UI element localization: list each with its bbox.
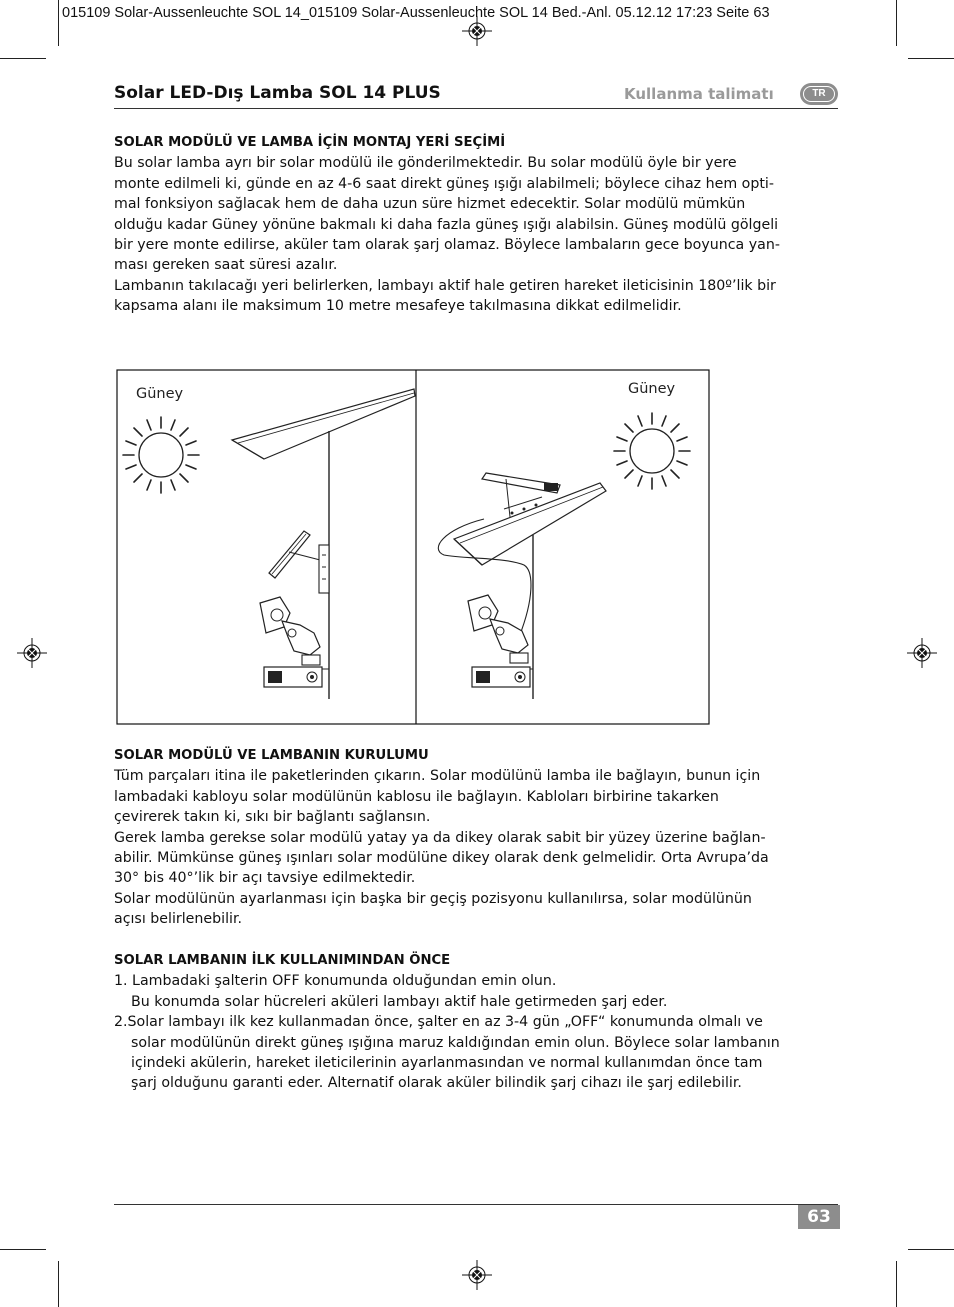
list-item-continuation: şarj olduğunu garanti eder. Alternatif olarak aküler bilindik şarj cihazı ile şarj edilebilir. — [131, 1075, 742, 1092]
page-number: 63 — [798, 1205, 840, 1229]
list-item-continuation: içindeki akülerin, hareket ileticilerinin ayarlanmasından ve normal kullanımdan önce tam — [131, 1055, 763, 1072]
list-item: 1. Lambadaki şalterin OFF konumunda olduğundan emin olun. — [114, 973, 557, 990]
text-line: Lambanın takılacağı yeri belirlerken, lambayı aktif hale getiren hareket ileticisinin 180º’lik bir — [114, 277, 776, 294]
language-badge — [800, 83, 838, 105]
registration-mark-icon — [907, 638, 937, 668]
section-mounting-location — [114, 133, 844, 317]
list-item-continuation: Bu konumda solar hücreleri aküleri lambayı aktif hale getirmeden şarj eder. — [131, 993, 668, 1010]
section-heading: SOLAR MODÜLÜ VE LAMBA İÇİN MONTAJ YERİ SEÇİMİ — [114, 135, 506, 150]
south-label-right: Güney — [628, 381, 676, 397]
sun-icon — [614, 413, 690, 489]
section-heading: SOLAR LAMBANIN İLK KULLANIMINDAN ÖNCE — [114, 953, 451, 968]
mounting-illustration — [114, 369, 710, 725]
crop-mark — [0, 58, 46, 59]
footer-divider — [114, 1204, 838, 1205]
lamp-icon — [260, 597, 329, 687]
text-line: kapsama alanı ile maksimum 10 metre mesafeye takılmasına dikkat edilmelidir. — [114, 298, 682, 315]
crop-mark — [896, 0, 897, 46]
text-line: ması gereken saat süresi azalır. — [114, 257, 338, 274]
text-line: 30° bis 40°’lik bir açı tavsiye edilmektedir. — [114, 870, 416, 887]
language-code: TR — [803, 86, 835, 102]
registration-mark-icon — [462, 16, 492, 46]
crop-mark — [58, 1261, 59, 1307]
text-line: Solar modülünün ayarlanması için başka bir geçiş pozisyonu kullanılırsa, solar modülünün — [114, 890, 752, 907]
text-line: açısı belirlenebilir. — [114, 911, 242, 928]
text-line: lambadaki kabloyu solar modülünün kablosu ile bağlayın. Kabloları birbirine takarken — [114, 788, 719, 805]
crop-mark — [58, 0, 59, 46]
solar-panel-icon — [269, 531, 329, 593]
text-line: olduğu kadar Güney yönüne bakmalı ki daha fazla güneş ışığı alabilsin. Güneş modülü gölgeli — [114, 216, 779, 233]
lamp-icon — [468, 595, 533, 687]
sun-icon — [123, 417, 199, 493]
text-line: Tüm parçaları itina ile paketlerinden çıkarın. Solar modülünü lamba ile bağlayın, bunun için — [114, 768, 761, 785]
crop-mark — [908, 58, 954, 59]
south-label-left: Güney — [136, 386, 184, 402]
section-installation — [114, 746, 844, 930]
text-line: Gerek lamba gerekse solar modülü yatay ya da dikey olarak sabit bir yüzey üzerine bağlan- — [114, 829, 766, 846]
print-job-header: 015109 Solar-Aussenleuchte SOL 14_015109 Solar-Aussenleuchte SOL 14 Bed.-Anl. 05.12.12 17:23 Seite 63 — [62, 5, 770, 21]
section-first-use — [114, 951, 844, 1094]
crop-mark — [0, 1249, 46, 1250]
text-line: çevirerek takın ki, sıkı bir bağlantı sağlansın. — [114, 809, 431, 826]
document-title: Solar LED-Dış Lamba SOL 14 PLUS — [114, 83, 441, 103]
registration-mark-icon — [17, 638, 47, 668]
list-item: 2.Solar lambayı ilk kez kullanmadan önce, şalter en az 3-4 gün „OFF“ konumunda olmalı ve — [114, 1014, 763, 1031]
section-heading: SOLAR MODÜLÜ VE LAMBANIN KURULUMU — [114, 748, 429, 763]
registration-mark-icon — [462, 1260, 492, 1290]
list-item-continuation: solar modülünün direkt güneş ışığına maruz kaldığından emin olun. Böylece solar lambanın — [131, 1034, 780, 1051]
crop-mark — [908, 1249, 954, 1250]
text-line: Bu solar lamba ayrı bir solar modülü ile gönderilmektedir. Bu solar modülü öyle bir yere — [114, 155, 737, 172]
header-divider — [114, 108, 838, 109]
text-line: bir yere monte edilirse, aküler tam olarak şarj olamaz. Böylece lambaların gece boyunca yan- — [114, 237, 780, 254]
text-line: monte edilmeli ki, günde en az 4-6 saat direkt güneş ışığı alabilmeli; böylece cihaz hem opti- — [114, 175, 774, 192]
text-line: abilir. Mümkünse güneş ışınları solar modülüne dikey olarak denk gelmelidir. Orta Avrupa’da — [114, 850, 769, 867]
text-line: mal fonksiyon sağlacak hem de daha uzun süre hizmet edecektir. Solar modülü mümkün — [114, 196, 746, 213]
section-label: Kullanma talimatı — [624, 85, 774, 103]
crop-mark — [896, 1261, 897, 1307]
